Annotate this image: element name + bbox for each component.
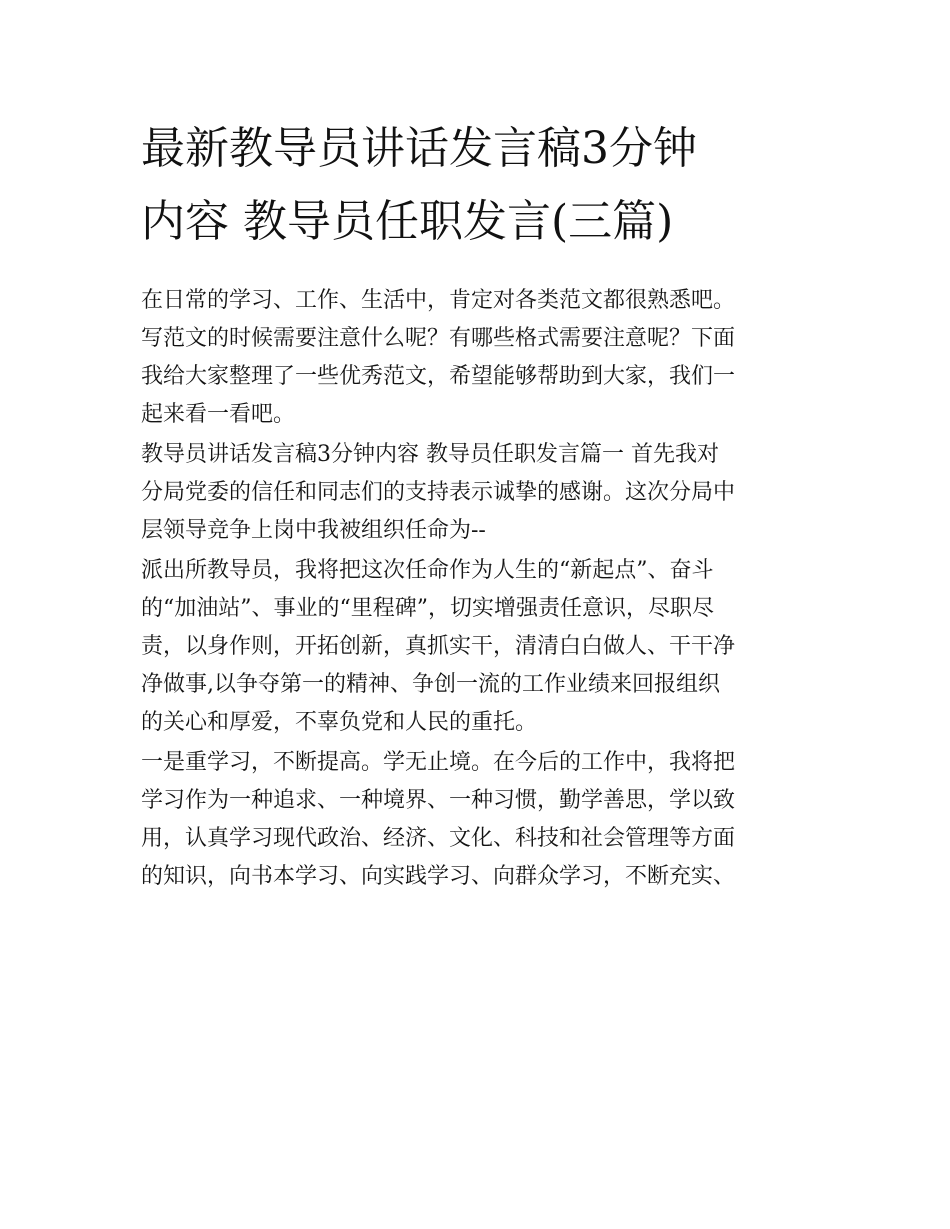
text-line: 写范文的时候需要注意什么呢？有哪些格式需要注意呢？下面 [141,326,736,351]
document-body [141,282,813,898]
text-line: 分局党委的信任和同志们的支持表示诚挚的感谢。这次分局中 [141,480,736,505]
text-line: 在日常的学习、工作、生活中，肯定对各类范文都很熟悉吧。 [141,288,736,313]
text-line: 派出所教导员，我将把这次任命作为人生的“新起点”、奋斗 [141,558,714,583]
text-line: 的知识，向书本学习、向实践学习、向群众学习，不断充实、 [141,864,736,889]
paragraph-speech-opening [141,436,813,550]
text-line: 净做事,以争夺第一的精神、争创一流的工作业绩来回报组织 [141,672,720,697]
text-line: 的关心和厚爱，不辜负党和人民的重托。 [141,710,538,735]
text-line: 学习作为一种追求、一种境界、一种习惯，勤学善思，学以致 [141,788,736,813]
text-line: 的“加油站”、事业的“里程碑”，切实增强责任意识，尽职尽 [141,596,714,621]
text-line: 一是重学习，不断提高。学无止境。在今后的工作中，我将把 [141,750,736,775]
text-line: 教导员讲话发言稿3分钟内容 教导员任职发言篇一 首先我对 [141,442,719,467]
text-line: 责，以身作则，开拓创新，真抓实干，清清白白做人、干干净 [141,634,736,659]
paragraph-intro [141,282,813,434]
text-line: 我给大家整理了一些优秀范文，希望能够帮助到大家，我们一 [141,364,736,389]
text-line: 起来看一看吧。 [141,402,296,427]
text-line: 层领导竞争上岗中我被组织任命为-- [141,518,486,543]
text-line: 用，认真学习现代政治、经济、文化、科技和社会管理等方面 [141,826,736,851]
document-title [141,112,821,258]
title-line: 内容 教导员任职发言(三篇) [141,196,674,247]
paragraph-point-one [141,744,813,896]
title-line: 最新教导员讲话发言稿3分钟 [141,123,697,174]
paragraph-commitment [141,552,813,742]
